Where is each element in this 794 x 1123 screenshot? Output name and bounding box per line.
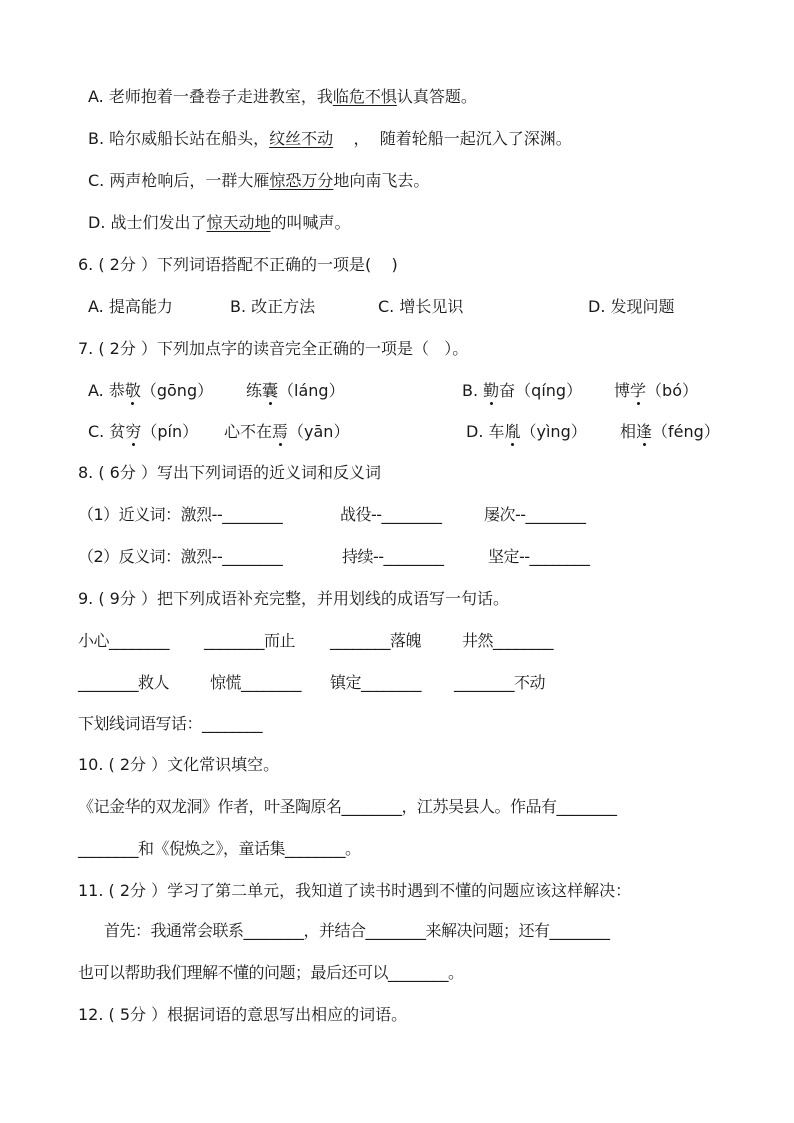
q6-option-c: C. 增长见识: [378, 297, 464, 316]
q9-idiom-3: ________落魄: [330, 631, 422, 650]
q5-b-post: ， 随着轮船一起沉入了深渊。: [333, 129, 572, 148]
q5-d-pre: D. 战士们发出了: [88, 213, 207, 232]
q7-d2-pre: 相: [620, 422, 637, 441]
q8-synonym-2: 战役--________: [340, 505, 442, 524]
q7-d1: [466, 421, 587, 443]
q10-line-2: ________和《倪焕之》，童话集________。: [78, 839, 361, 858]
q9-idiom-5: ________救人: [78, 673, 170, 692]
q8-synonym-1: （1）近义词：激烈--________: [78, 505, 283, 524]
q5-d-underlined: 惊天动地: [206, 213, 271, 232]
q5-c-pre: C. 两声枪响后，一群大雁: [88, 171, 270, 190]
q7-c2-pre: 心不在: [224, 422, 273, 441]
q6-option-b: B. 改正方法: [230, 297, 316, 316]
q11-stem: 11. ( 2分 ）学习了第二单元，我知道了读书时遇到不懂的问题应该这样解决：: [78, 881, 632, 900]
q8-stem: 8. ( 6分 ）写出下列词语的近义词和反义词: [78, 463, 381, 482]
q7-a2: [246, 380, 345, 402]
q9-idiom-2: ________而止: [204, 631, 296, 650]
q7-a2-post: （láng）: [278, 381, 345, 400]
q7-a1-dotted-char: 敬: [124, 381, 141, 400]
q7-d1-dotted-char: 胤: [504, 422, 521, 441]
q8-antonym-2: 持续--________: [342, 547, 444, 566]
q7-a1-post: （gōng）: [140, 381, 214, 400]
q8-antonym-1: （2）反义词：激烈--________: [78, 547, 283, 566]
q7-d1-pre: D. 车: [466, 422, 505, 441]
q5-d-post: 的叫喊声。: [270, 213, 351, 232]
q7-a1-pre: A. 恭: [88, 381, 125, 400]
q7-stem: 7. ( 2分 ）下列加点字的读音完全正确的一项是（ ）。: [78, 339, 469, 358]
q7-b1-dotted-char: 勤: [483, 381, 500, 400]
q9-idiom-1: 小心________: [78, 631, 170, 650]
q7-a2-pre: 练: [246, 381, 263, 400]
q5-option-c: [88, 170, 429, 192]
q7-b2-dotted-char: 学: [630, 381, 647, 400]
q8-antonym-3: 坚定--________: [488, 547, 590, 566]
q11-line-2: 也可以帮助我们理解不懂的问题；最后还可以________。: [78, 963, 464, 982]
q7-a2-dotted-char: 囊: [262, 381, 279, 400]
q9-idiom-6: 惊慌________: [210, 673, 302, 692]
q7-a1: [88, 380, 213, 402]
q5-b-underlined: 纹丝不动: [269, 129, 334, 148]
q7-d2: [620, 421, 720, 443]
q5-c-post: 地向南飞去。: [333, 171, 430, 190]
q7-c2-post: （yān）: [288, 422, 350, 441]
q5-b-pre: B. 哈尔威船长站在船头，: [88, 129, 270, 148]
q7-b2-post: （bó）: [646, 381, 698, 400]
q9-idiom-7: 镇定________: [330, 673, 422, 692]
q12-stem: 12. ( 5分 ）根据词语的意思写出相应的词语。: [78, 1005, 408, 1024]
q7-c1: [88, 421, 198, 443]
q5-option-a: [88, 86, 477, 108]
q5-c-underlined: 惊恐万分: [269, 171, 334, 190]
q7-c2-dotted-char: 焉: [272, 422, 289, 441]
q7-c1-pre: C. 贫: [88, 422, 126, 441]
q7-d2-dotted-char: 逢: [636, 422, 653, 441]
q7-b2-pre: 博: [614, 381, 631, 400]
q6-option-d: D. 发现问题: [588, 297, 675, 316]
q7-c1-post: （pín）: [141, 422, 199, 441]
q7-b1: [462, 380, 582, 402]
q6-stem: 6. ( 2分 ）下列词语搭配不正确的一项是( ): [78, 255, 398, 274]
q5-a-post: 认真答题。: [396, 87, 477, 106]
q9-stem: 9. ( 9分 ）把下列成语补充完整，并用划线的成语写一句话。: [78, 589, 509, 608]
q5-a-underlined: 临危不惧: [332, 87, 397, 106]
q10-line-1: 《记金华的双龙洞》作者，叶圣陶原名________，江苏吴县人。作品有________: [78, 797, 617, 816]
q5-a-pre: A. 老师抱着一叠卷子走进教室，我: [88, 87, 333, 106]
q7-b1-pre: B.: [462, 381, 484, 400]
q7-d2-post: （féng）: [652, 422, 720, 441]
q11-line-1: 首先：我通常会联系________，并结合________来解决问题；还有________: [104, 921, 610, 940]
q7-d1-post: （yìng）: [520, 422, 587, 441]
q9-idiom-8: ________不动: [454, 673, 546, 692]
q5-option-b: [88, 128, 572, 150]
q5-option-d: [88, 212, 351, 234]
q7-c1-dotted-char: 穷: [125, 422, 142, 441]
q6-option-a: A. 提高能力: [88, 297, 173, 316]
q10-stem: 10. ( 2分 ）文化常识填空。: [78, 755, 280, 774]
q7-b1-post: 奋（qíng）: [499, 381, 583, 400]
q7-c2: [224, 421, 349, 443]
q9-idiom-4: 井然________: [462, 631, 554, 650]
q8-synonym-3: 屡次--________: [484, 505, 586, 524]
q9-sentence: 下划线词语写话：________: [78, 714, 263, 733]
q7-b2: [614, 380, 698, 402]
